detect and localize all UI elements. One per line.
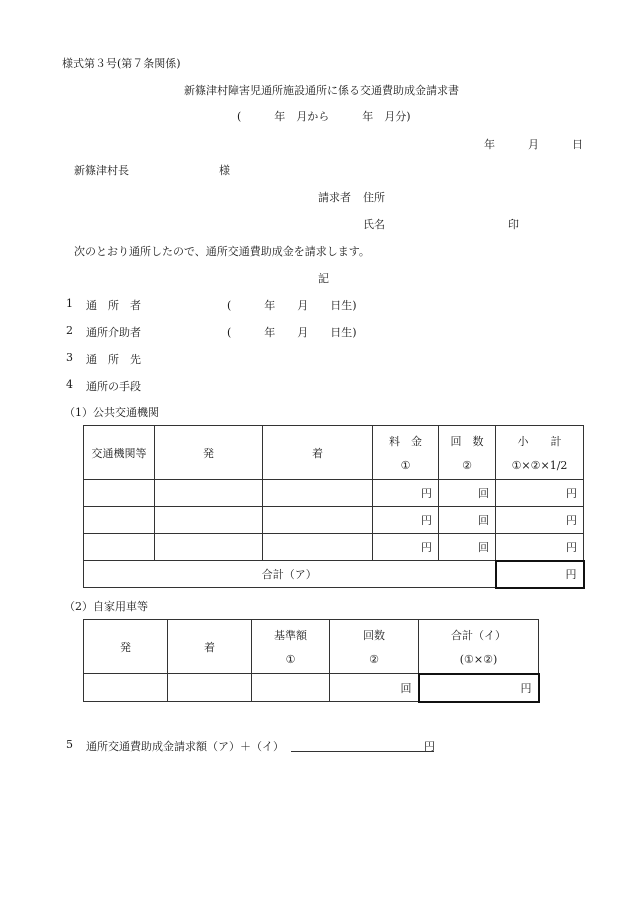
row-to-cell[interactable] [263,480,373,507]
addressee-name: 新篠津村長 [74,164,129,177]
item1-label: 通 所 者 [86,299,141,312]
row-count-cell[interactable]: 回 [439,507,496,534]
addressee-honorific: 様 [219,164,230,177]
header-fare [373,426,439,480]
form-number: 様式第３号(第７条関係) [62,57,181,70]
car-from-cell[interactable] [84,674,168,702]
car-header-total-label: 合計（イ） [451,628,506,642]
row-to-cell[interactable] [263,507,373,534]
section2-title: （2）自家用車等 [64,600,148,613]
car-header-base-label: 基準額 [274,629,307,642]
row-fare-cell[interactable]: 円 [373,507,439,534]
row-fare-cell[interactable]: 円 [373,534,439,561]
header-subtotal [496,426,584,480]
car-header-base [252,620,330,674]
car-header-total [419,620,539,674]
table-row [84,534,584,561]
table-row [84,507,584,534]
item3-number: 3 [66,351,73,364]
row-org-cell[interactable] [84,534,155,561]
car-base-cell[interactable] [252,674,330,702]
amount-underline[interactable] [291,751,434,752]
car-header-to: 着 [168,620,252,674]
item2-label: 通所介助者 [86,326,141,339]
car-header-count-num: ② [369,653,379,666]
row-subtotal-cell[interactable]: 円 [496,534,584,561]
row-to-cell[interactable] [263,534,373,561]
date-month: 月 [528,138,539,151]
header-fare-num: ① [400,459,411,472]
car-count-cell[interactable]: 回 [330,674,419,702]
car-header-count [330,620,419,674]
requester-label: 請求者 [318,191,351,204]
row-from-cell[interactable] [155,534,263,561]
item5-unit: 円 [424,740,435,753]
date-day: 日 [572,138,583,151]
header-from: 発 [155,426,263,480]
item2-birth: ( 年 月 日生) [227,326,357,339]
row-from-cell[interactable] [155,480,263,507]
item5-number: 5 [66,738,73,751]
item2-number: 2 [66,324,73,337]
car-header-base-num: ① [285,653,296,666]
item4-label: 通所の手段 [86,380,141,393]
car-header-total-formula: (①×②) [459,652,498,666]
item5-label: 通所交通費助成金請求額（ア）＋（イ） [86,740,284,753]
row-from-cell[interactable] [155,507,263,534]
car-header-count-label: 回数 [363,629,385,642]
car-to-cell[interactable] [168,674,252,702]
row-org-cell[interactable] [84,507,155,534]
date-year: 年 [484,138,495,151]
row-subtotal-cell[interactable]: 円 [496,480,584,507]
requester-address-label: 住所 [363,191,385,204]
public-transport-table [83,425,585,589]
row-count-cell[interactable]: 回 [439,534,496,561]
header-count [439,426,496,480]
row-subtotal-cell[interactable]: 円 [496,507,584,534]
header-to: 着 [263,426,373,480]
item1-birth: ( 年 月 日生) [227,299,357,312]
total-i-cell[interactable]: 円 [419,674,539,702]
header-count-num: ② [462,459,472,472]
section1-title: （1）公共交通機関 [64,406,159,419]
period-line: ( 年 月から 年 月分) [237,110,411,123]
item3-label: 通 所 先 [86,353,141,366]
total-a-cell[interactable]: 円 [496,561,584,588]
intro-text: 次のとおり通所したので、通所交通費助成金を請求します。 [74,245,370,258]
requester-name-label: 氏名 [363,218,385,231]
header-subtotal-label: 小 計 [517,435,562,448]
header-org: 交通機関等 [84,426,155,480]
header-subtotal-formula: ①×②×1/2 [511,459,568,472]
header-count-label: 回 数 [450,435,484,448]
private-car-table [83,619,540,703]
row-fare-cell[interactable]: 円 [373,480,439,507]
table-row [84,480,584,507]
car-header-from: 発 [84,620,168,674]
document-title: 新篠津村障害児通所施設通所に係る交通費助成金請求書 [184,84,459,97]
row-org-cell[interactable] [84,480,155,507]
item1-number: 1 [66,297,73,310]
row-count-cell[interactable]: 回 [439,480,496,507]
seal-mark: 印 [508,218,519,231]
header-fare-label: 料 金 [389,435,422,448]
total-a-label: 合計（ア） [84,561,496,588]
ki-heading: 記 [318,272,329,285]
table-row [84,674,539,702]
item4-number: 4 [66,378,73,391]
